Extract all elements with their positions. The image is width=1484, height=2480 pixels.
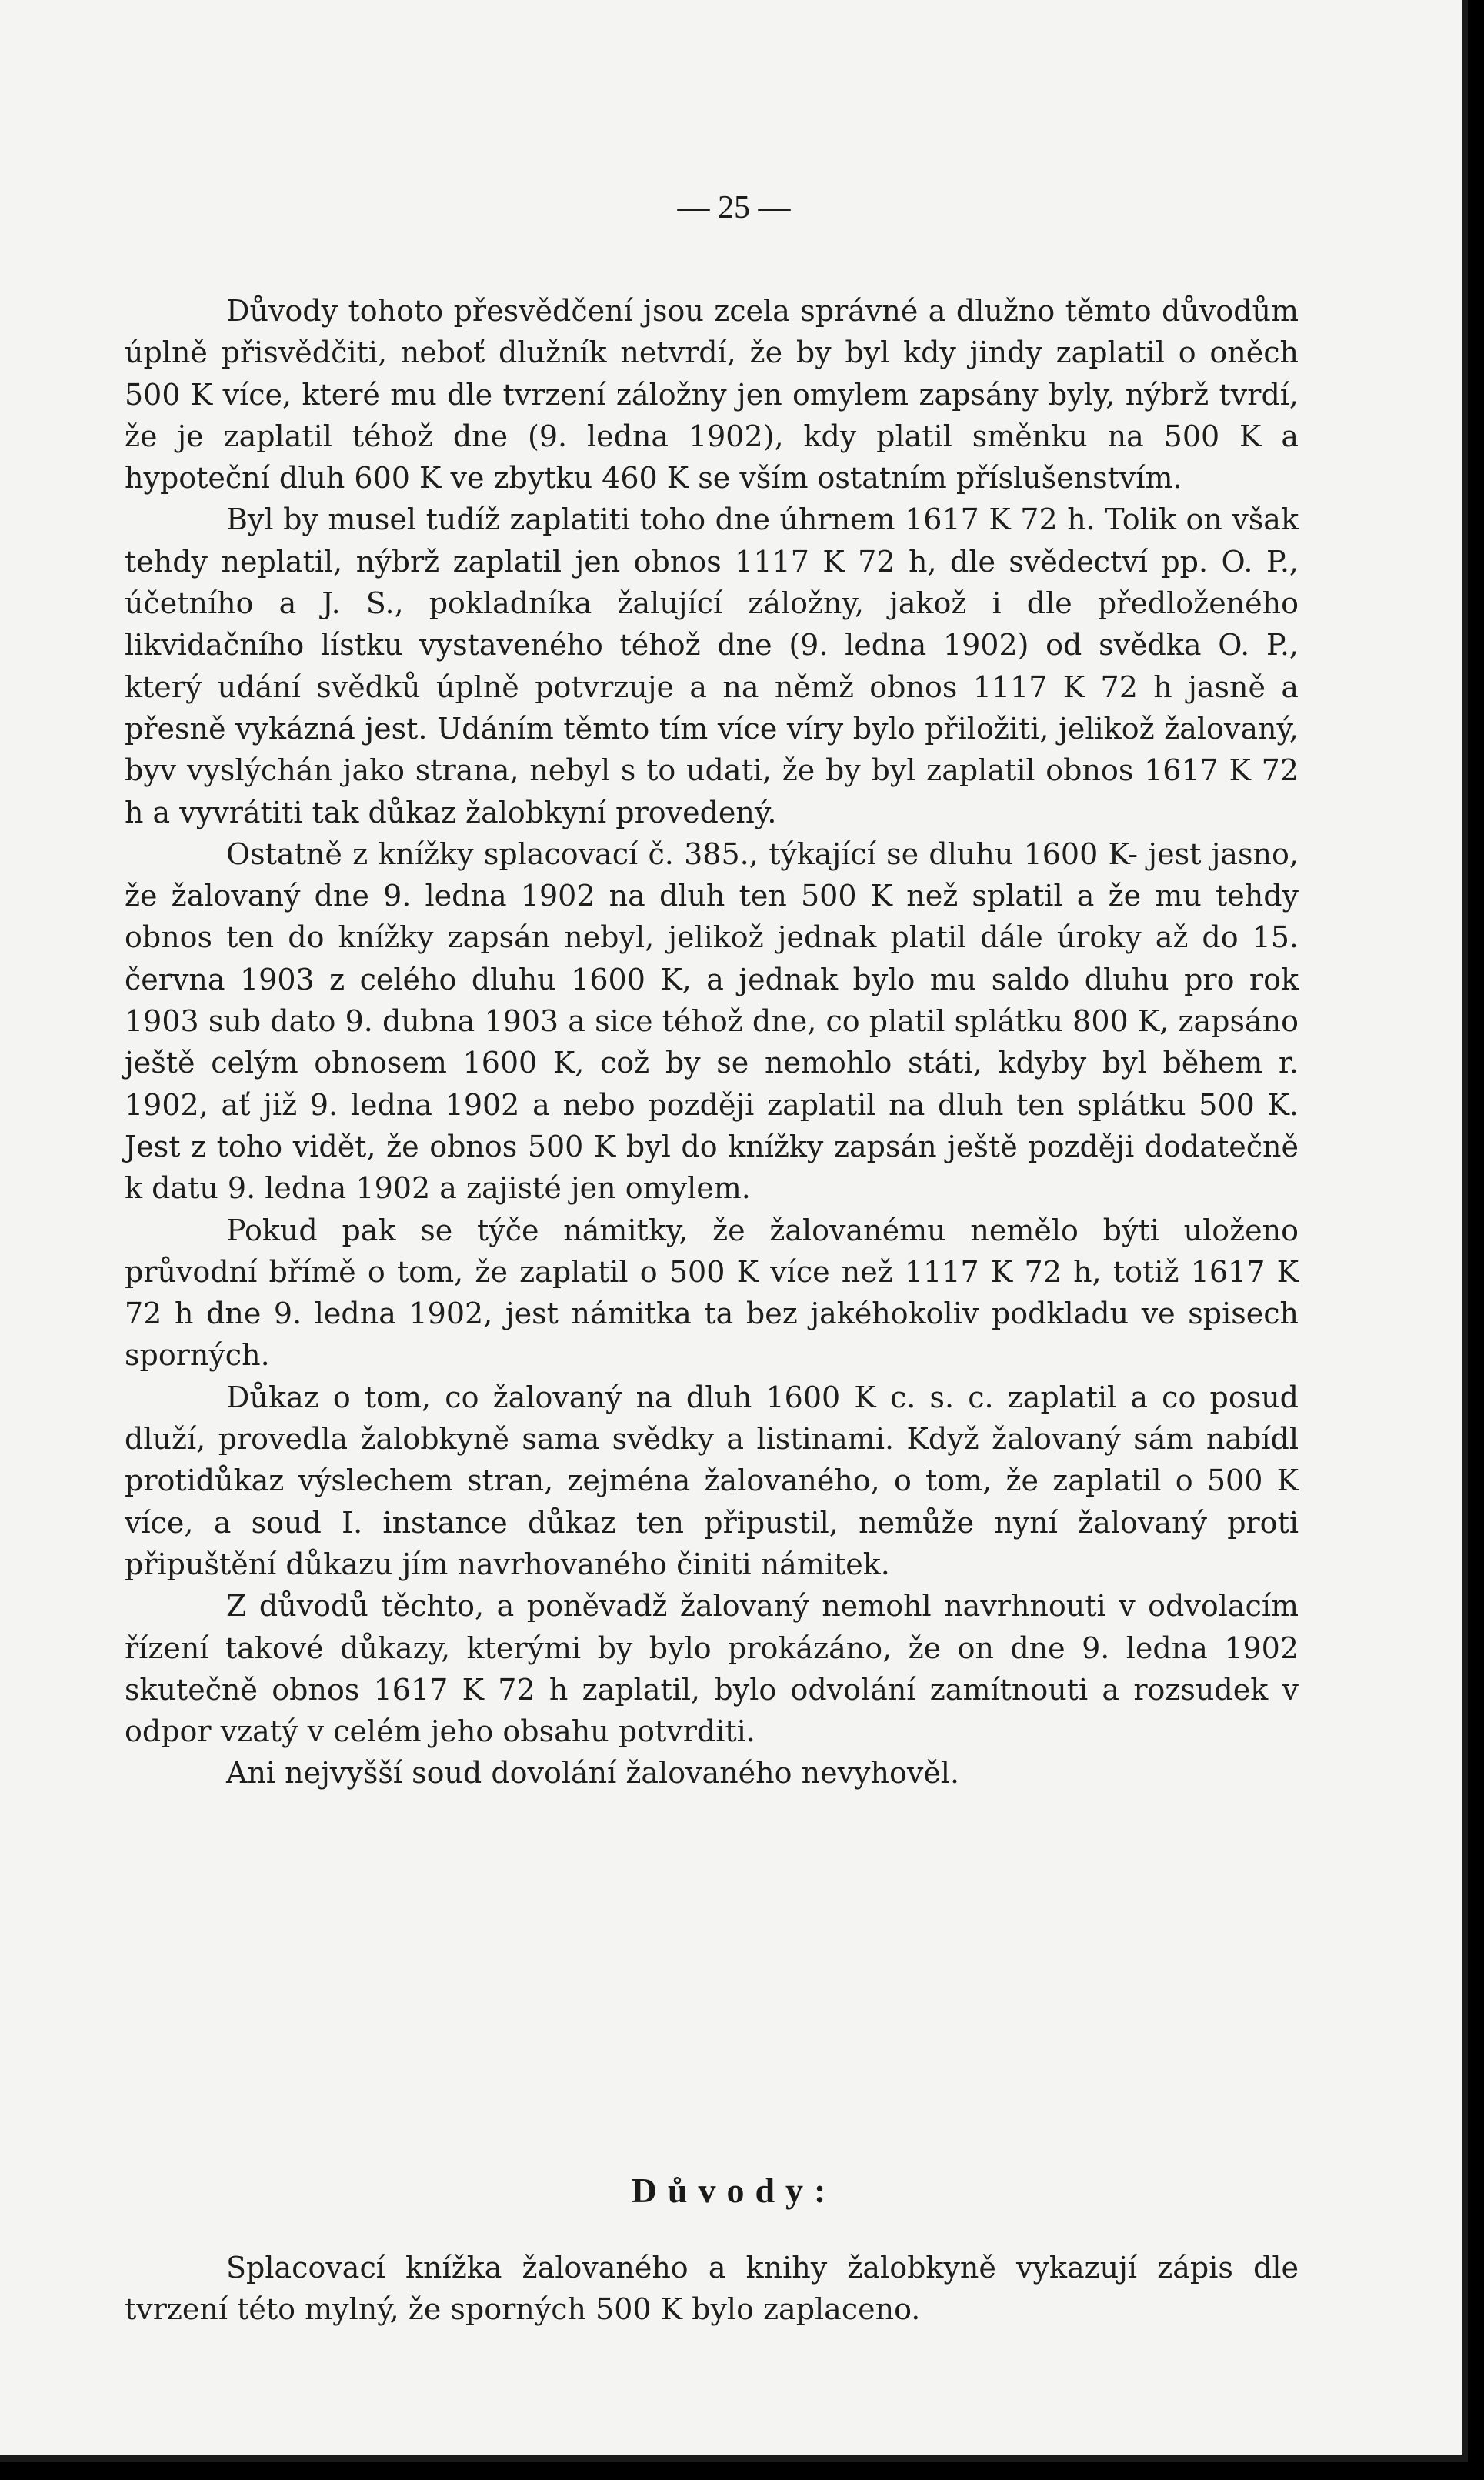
paragraph-2: Byl by musel tudíž zaplatiti toho dne úhrnem 1617 K 72 h. Tolik on však tehdy neplatil, nýbrž zaplatil jen obnos 1117 K 72 h, dle svědectví pp. O. P., účetního a J. S., pokladníka žalující záložny, jakož i dle předloženého likvidačního lístku vystaveného téhož dne (9. ledna 1902) od svědka O. P., který udání svědků úplně potvrzuje a na němž obnos 1117 K 72 h jasně a přesně vykázná jest. Udáním těmto tím více víry bylo přiložiti, jelikož žalovaný, byv vyslýchán jako strana, nebyl s to udati, že by byl zaplatil obnos 1617 K 72 h a vyvrátiti tak důkaz žalobkyní provedený. [125,502,1299,829]
paragraph-5: Důkaz o tom, co žalovaný na dluh 1600 K c. s. c. zaplatil a co posud dluží, provedla žalobkyně sama svědky a listinami. Když žalovaný sám nabídl protidůkaz výslechem stran, zejména žalovaného, o tom, že zaplatil o 500 K více, a soud I. instance důkaz ten připustil, nemůže nyní žalovaný proti připuštění důkazu jím navrhovaného činiti námitek. [125,1380,1299,1581]
closing-paragraph: Splacovací knížka žalovaného a knihy žalobkyně vykazují zápis dle tvrzení této mylný, že sporných 500 K bylo zaplaceno. [125,2251,1299,2327]
section-heading: Důvody: [631,2171,837,2210]
page-number: — 25 — [677,190,791,225]
paragraph-1: Důvody tohoto přesvědčení jsou zcela správné a dlužno těmto důvodům úplně přisvědčiti, neboť dlužník netvrdí, že by byl kdy jindy zaplatil o oněch 500 K více, které mu dle tvrzení záložny jen omylem zapsány byly, nýbrž tvrdí, že je zaplatil téhož dne (9. ledna 1902), kdy platil směnku na 500 K a hypoteční dluh 600 K ve zbytku 460 K se vším ostatním příslušenstvím. [125,294,1299,496]
paragraph-7: Ani nejvyšší soud dovolání žalovaného nevyhověl. [226,1756,960,1791]
paragraph-6: Z důvodů těchto, a poněvadž žalovaný nemohl navrhnouti v odvolacím řízení takové důkazy, kterými by bylo prokázáno, že on dne 9. ledna 1902 skutečně obnos 1617 K 72 h zaplatil, bylo odvolání zamítnouti a rozsudek v odpor vzatý v celém jeho obsahu potvrditi. [125,1589,1299,1749]
paragraph-3: Ostatně z knížky splacovací č. 385., týkající se dluhu 1600 K- jest jasno, že žalovaný dne 9. ledna 1902 na dluh ten 500 K než splatil a že mu tehdy obnos ten do knížky zapsán nebyl, jelikož jednak platil dále úroky až do 15. června 1903 z celého dluhu 1600 K, a jednak bylo mu saldo dluhu pro rok 1903 sub dato 9. dubna 1903 a sice téhož dne, co platil splátku 800 K, zapsáno ještě celým obnosem 1600 K, což by se nemohlo státi, kdyby byl během r. 1902, ať již 9. ledna 1902 a nebo později zaplatil na dluh ten splátku 500 K. Jest z toho vidět, že obnos 500 K byl do knížky zapsán ještě později dodatečně k datu 9. ledna 1902 a zajisté jen omylem. [125,836,1299,1206]
closing-text [125,2247,1299,2331]
paragraph-4: Pokud pak se týče námitky, že žalovanému nemělo býti uloženo průvodní břímě o tom, že zaplatil o 500 K více než 1117 K 72 h, totiž 1617 K 72 h dne 9. ledna 1902, jest námitka ta bez jakéhokoliv podkladu ve spisech sporných. [125,1213,1299,1373]
body-text [125,290,1299,1794]
